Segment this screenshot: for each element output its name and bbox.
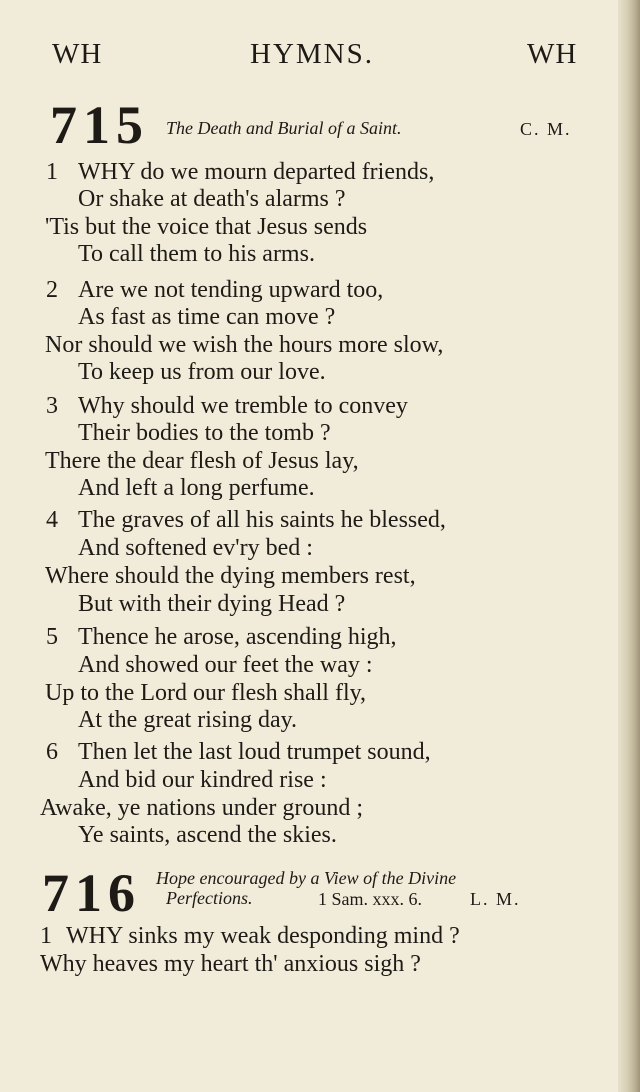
hymn-line: There the dear flesh of Jesus lay,	[45, 448, 359, 474]
hymn-line: Where should the dying members rest,	[45, 563, 416, 589]
stanza-number: 1	[40, 923, 52, 949]
stanza-number: 1	[46, 159, 58, 185]
hymn-line: Or shake at death's alarms ?	[78, 186, 346, 212]
hymn-line: And bid our kindred rise :	[78, 767, 327, 793]
running-head-title: HYMNS.	[250, 38, 374, 70]
hymn-line: To call them to his arms.	[78, 241, 315, 267]
hymn-line: The graves of all his saints he blessed,	[78, 507, 446, 533]
hymn-line: WHY sinks my weak desponding mind ?	[66, 923, 460, 949]
hymn-716-title: Hope encouraged by a View of the Divine	[156, 868, 457, 888]
running-head-right: WH	[527, 38, 578, 70]
stanza-number: 4	[46, 507, 58, 533]
hymn-715-meter: C. M.	[520, 119, 572, 139]
hymn-line: WHY do we mourn departed friends,	[78, 159, 435, 185]
hymn-line: Awake, ye nations under ground ;	[40, 795, 364, 821]
hymn-line: Are we not tending upward too,	[78, 277, 384, 303]
stanza-number: 5	[46, 624, 58, 650]
hymn-line: Why heaves my heart th' anxious sigh ?	[40, 951, 421, 977]
hymn-line: At the great rising day.	[78, 707, 298, 733]
hymn-715-title: The Death and Burial of a Saint.	[166, 118, 402, 138]
stanza-number: 6	[46, 739, 58, 765]
hymn-line: But with their dying Head ?	[78, 591, 346, 617]
hymn-line: Their bodies to the tomb ?	[78, 420, 331, 446]
hymn-line: 'Tis but the voice that Jesus sends	[45, 214, 368, 240]
hymn-line: Up to the Lord our flesh shall fly,	[45, 680, 367, 706]
hymn-line: And left a long perfume.	[78, 475, 315, 501]
hymn-line: And showed our feet the way :	[78, 652, 373, 678]
running-head-left: WH	[52, 38, 103, 70]
stanza-number: 2	[46, 277, 58, 303]
hymn-716-title-cont: Perfections.	[166, 888, 253, 908]
hymn-716-meter: L. M.	[470, 889, 521, 909]
stanza-number: 3	[46, 393, 58, 419]
hymn-line: Nor should we wish the hours more slow,	[45, 332, 444, 358]
hymn-line: As fast as time can move ?	[78, 304, 336, 330]
hymn-line: And softened ev'ry bed :	[78, 535, 313, 561]
book-binding-edge	[618, 0, 640, 1092]
hymn-line: Why should we tremble to convey	[78, 393, 408, 419]
scripture-reference: 1 Sam. xxx. 6.	[318, 889, 423, 909]
hymn-line: To keep us from our love.	[78, 359, 326, 385]
hymn-number-716: 716	[42, 863, 141, 923]
hymn-number-715: 715	[50, 95, 149, 155]
hymn-line: Ye saints, ascend the skies.	[78, 822, 337, 848]
hymn-line: Thence he arose, ascending high,	[78, 624, 397, 650]
hymn-line: Then let the last loud trumpet sound,	[78, 739, 431, 765]
